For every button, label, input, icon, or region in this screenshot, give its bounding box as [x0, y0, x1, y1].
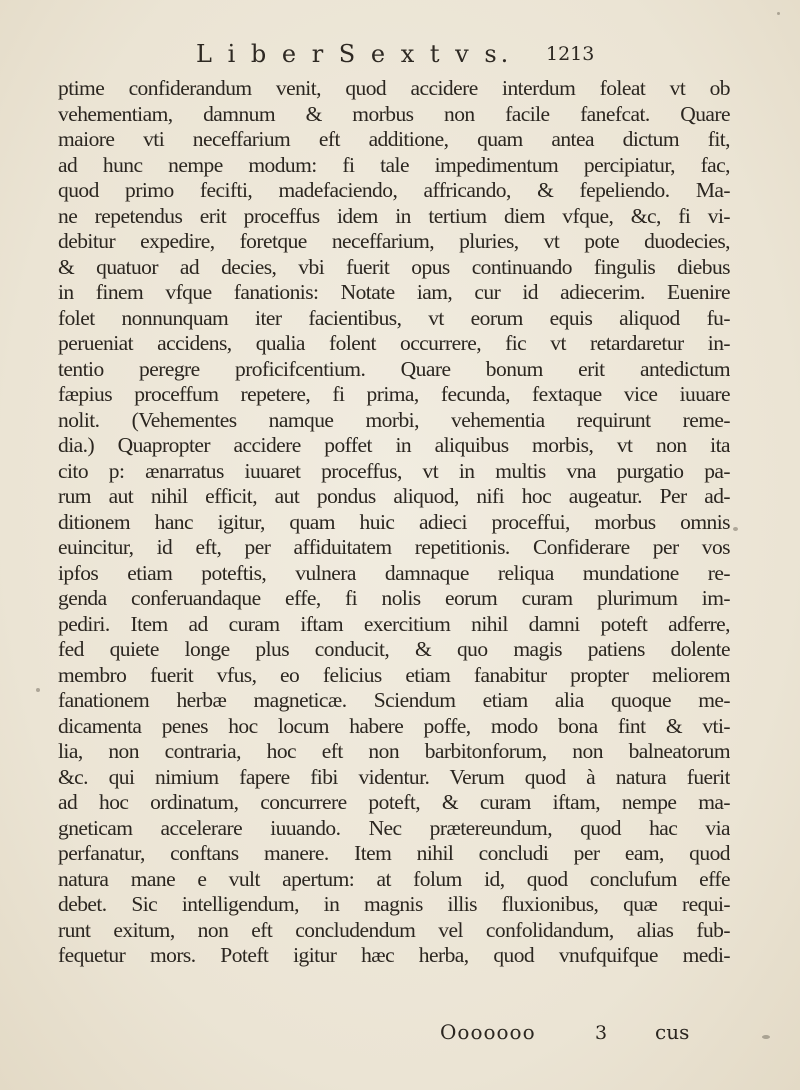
- text-line: debet. Sic intelligendum, in magnis illis fluxionibus, quæ requi-: [58, 892, 730, 916]
- text-line: cito p: ænarratus iuuaret proceffus, vt in multis vna purgatio pa-: [58, 458, 730, 483]
- text-line: natura mane e vult apertum: at folum id, quod conclufum effe: [58, 866, 730, 891]
- text-line: dia.) Quapropter accidere poffet in aliquibus morbis, vt non ita: [58, 433, 730, 457]
- page-footer: [440, 1020, 740, 1048]
- signature-mark: Ooooooo: [440, 1020, 536, 1044]
- page-number: 1213: [546, 43, 595, 65]
- text-line: membro fuerit vfus, eo felicius etiam fanabitur propter meliorem: [58, 662, 730, 687]
- signature-number: 3: [595, 1022, 608, 1044]
- text-line: folet nonnunquam iter facientibus, vt eorum equis aliquod fu-: [58, 305, 730, 330]
- text-line: fanationem herbæ magneticæ. Sciendum etiam alia quoque me-: [58, 688, 730, 712]
- text-line: quod primo fecifti, madefaciendo, affricando, & fepeliendo. Ma-: [58, 178, 730, 202]
- text-line: fequetur mors. Poteft igitur hæc herba, quod vnufquifque medi-: [58, 943, 730, 967]
- text-line: fæpius proceffum repetere, fi prima, fecunda, fextaque vice iuuare: [58, 382, 730, 406]
- text-line: dicamenta penes hoc locum habere poffe, modo bona fint & vti-: [58, 713, 730, 738]
- body-text: [58, 76, 730, 969]
- text-line: ad hunc nempe modum: fi tale impedimentum percipiatur, fac,: [58, 152, 730, 177]
- running-head: L i b e r S e x t v s.: [196, 40, 513, 68]
- text-line: lia, non contraria, hoc eft non barbitonforum, non balneatorum: [58, 739, 730, 763]
- text-line: perfanatur, conftans manere. Item nihil concludi per eam, quod: [58, 841, 730, 865]
- ink-spot: [733, 527, 738, 531]
- text-line: tentio peregre proficifcentium. Quare bonum erit antedictum: [58, 356, 730, 381]
- catchword: cus: [655, 1020, 690, 1044]
- text-line: fed quiete longe plus conducit, & quo magis patiens dolente: [58, 637, 730, 661]
- ink-spot: [762, 1035, 770, 1039]
- ink-spot: [777, 12, 780, 15]
- text-line: ad hoc ordinatum, concurrere poteft, & curam iftam, nempe ma-: [58, 790, 730, 814]
- text-line: runt exitum, non eft concludendum vel confolidandum, alias fub-: [58, 917, 730, 942]
- text-line: euincitur, id eft, per affiduitatem repetitionis. Confiderare per vos: [58, 535, 730, 559]
- text-line: ditionem hanc igitur, quam huic adieci proceffui, morbus omnis: [58, 509, 730, 534]
- text-line: gneticam accelerare iuuando. Nec prætereundum, quod hac via: [58, 815, 730, 840]
- text-line: in finem vfque fanationis: Notate iam, cur id adiecerim. Euenire: [58, 280, 730, 304]
- text-line: &c. qui nimium fapere fibi videntur. Verum quod à natura fuerit: [58, 764, 730, 789]
- ink-spot: [36, 688, 40, 692]
- text-line: ipfos etiam poteftis, vulnera damnaque reliqua mundatione re-: [58, 560, 730, 585]
- text-line: perueniat accidens, qualia folent occurrere, fic vt retardaretur in-: [58, 331, 730, 355]
- text-line: vehementiam, damnum & morbus non facile fanefcat. Quare: [58, 101, 730, 126]
- page-header: [196, 40, 595, 70]
- text-line: rum aut nihil efficit, aut pondus aliquod, nifi hoc augeatur. Per ad-: [58, 484, 730, 508]
- text-line: pediri. Item ad curam iftam exercitium nihil damni poteft adferre,: [58, 611, 730, 636]
- text-line: maiore vti neceffarium eft additione, quam antea dictum fit,: [58, 127, 730, 151]
- text-line: debitur expedire, foretque neceffarium, pluries, vt pote duodecies,: [58, 229, 730, 253]
- text-line: ne repetendus erit proceffus idem in tertium diem vfque, &c, fi vi-: [58, 203, 730, 228]
- text-line: & quatuor ad decies, vbi fuerit opus continuando fingulis diebus: [58, 254, 730, 279]
- text-line: ptime confiderandum venit, quod accidere interdum foleat vt ob: [58, 76, 730, 100]
- text-line: genda conferuandaque effe, fi nolis eorum curam plurimum im-: [58, 586, 730, 610]
- text-line: nolit. (Vehementes namque morbi, vehementia requirunt reme-: [58, 407, 730, 432]
